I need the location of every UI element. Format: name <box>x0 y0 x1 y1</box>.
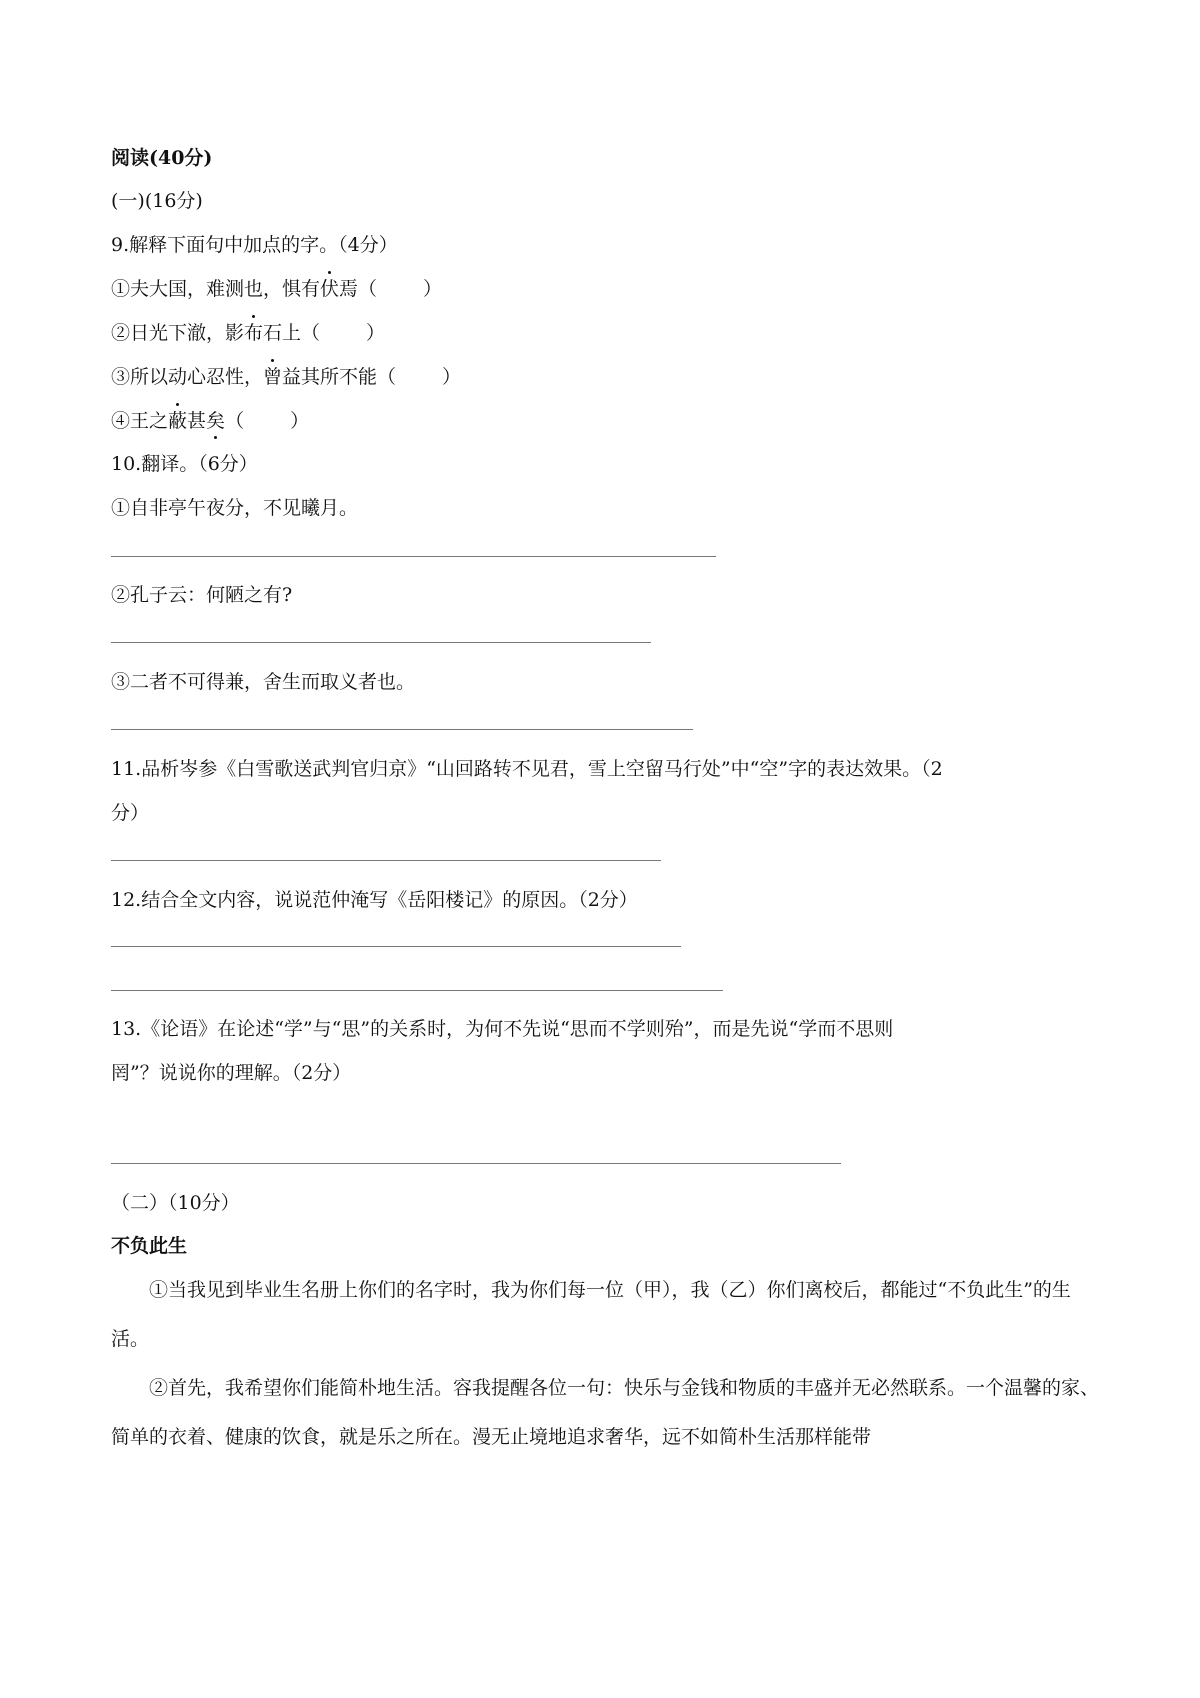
q10-item-3: ③二者不可得兼，舍生而取义者也。 <box>111 671 416 693</box>
part1-header: (一)(16分) <box>111 190 203 212</box>
answer-line[interactable] <box>111 1163 841 1164</box>
dotted-char: 布 <box>244 322 264 344</box>
article-paragraph-2: ②首先，我希望你们能简朴地生活。容我提醒各位一句：快乐与金钱和物质的丰盛并无必然联系。一个温馨的家、简单的衣着、健康的饮食，就是乐之所在。漫无止境地追求奢华，远不如简朴生活那样能带 <box>111 1377 1100 1448</box>
q11-line-1: 11.品析岑参《白雪歌送武判官归京》“山回路转不见君，雪上空留马行处”中“空”字的表达效果。（2 <box>111 758 943 780</box>
q11-line-2: 分） <box>111 802 150 824</box>
q9-prompt: 9.解释下面句中加点的字。（4分） <box>111 234 398 256</box>
q10-item-1: ①自非亭午夜分，不见曦月。 <box>111 497 359 519</box>
dotted-char: 伏 <box>320 278 340 300</box>
q9-item-4: ④王之蔽甚矣（ ） <box>111 410 310 432</box>
answer-line[interactable] <box>111 860 661 861</box>
q9-item-3: ③所以动心忍性，曾益其所不能（ ） <box>111 366 462 388</box>
q9-item-1: ①夫大国，难测也，惧有伏焉（ ） <box>111 278 443 300</box>
part2-header: （二）（10分） <box>111 1192 240 1214</box>
section-title: 阅读(40分) <box>111 147 213 169</box>
q13-line-1: 13.《论语》在论述“学”与“思”的关系时，为何不先说“思而不学则殆”，而是先说“学而不思则 <box>111 1018 894 1040</box>
answer-line[interactable] <box>111 990 723 991</box>
q12-prompt: 12.结合全文内容，说说范仲淹写《岳阳楼记》的原因。（2分） <box>111 889 638 911</box>
q10-item-2: ②孔子云：何陋之有? <box>111 584 293 606</box>
q10-prompt: 10.翻译。（6分） <box>111 453 258 475</box>
answer-line[interactable] <box>111 729 693 730</box>
article-paragraph-1: ①当我见到毕业生名册上你们的名字时，我为你们每一位（甲），我（乙）你们离校后，都能过“不负此生”的生活。 <box>111 1279 1071 1350</box>
dotted-char: 曾 <box>263 366 283 388</box>
dotted-char: 矣 <box>206 410 226 432</box>
answer-line[interactable] <box>111 642 651 643</box>
answer-line[interactable] <box>111 946 681 947</box>
q9-item-2: ②日光下澈，影布石上（ ） <box>111 322 386 344</box>
answer-line[interactable] <box>111 556 716 557</box>
q13-line-2: 罔”？说说你的理解。（2分） <box>111 1062 352 1084</box>
dotted-char: 蔽 <box>168 410 188 432</box>
article-title: 不负此生 <box>111 1235 188 1257</box>
